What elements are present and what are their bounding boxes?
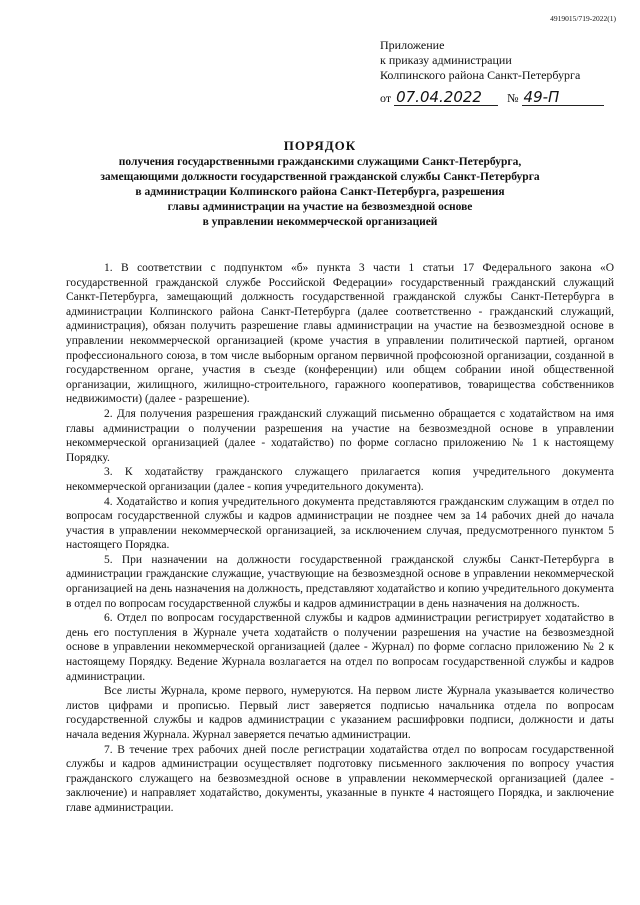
- number-prefix: №: [507, 91, 519, 105]
- paragraph-2: 2. Для получения разрешения гражданский служащий письменно обращается с ходатайством на имя главы администрации о получении разрешения на участие на безвозмездной основе в управлении некоммерческой организацией (далее - ходатайство) по форме согласно приложению № 1 к настоящему Порядку.: [66, 407, 614, 464]
- order-date: 07.04.2022: [394, 90, 498, 106]
- subtitle-line: главы администрации на участие на безвозмездной основе: [167, 201, 473, 213]
- annex-block: [380, 38, 580, 83]
- document-body: [66, 261, 614, 816]
- subtitle-line: в администрации Колпинского района Санкт-Петербурга, разрешения: [135, 186, 505, 198]
- subtitle-line: в управлении некоммерческой организацией: [202, 216, 438, 228]
- document-subtitle: [60, 155, 580, 230]
- annex-line: Колпинского района Санкт-Петербурга: [380, 68, 581, 82]
- order-number: 49-П: [522, 90, 604, 106]
- document-title: ПОРЯДОК: [283, 138, 357, 153]
- paragraph-4: 4. Ходатайство и копия учредительного документа представляются гражданским служащим в отдел по вопросам государственной службы и кадров администрации не позднее чем за 14 рабочих дней до начала участия в управлении некоммерческой организацией, за исключением случая, предусмотренного пунктом 5 настоящего Порядка.: [66, 495, 614, 552]
- paragraph-3: 3. К ходатайству гражданского служащего прилагается копия учредительного документа некоммерческой организации (далее - копия учредительного документа).: [66, 466, 614, 493]
- paragraph-5: 5. При назначении на должности государственной гражданской службы Санкт-Петербурга в администрации гражданские служащие, участвующие на безвозмездной основе в управлении некоммерческой организацией на день назначения на должность, представляют ходатайство и копию учредительного документа в отдел по вопросам государственной службы и кадров администрации в день назначения на должность.: [66, 553, 614, 610]
- subtitle-line: получения государственными гражданскими служащими Санкт-Петербурга,: [118, 156, 522, 168]
- document-id: 4919015/719-2022(1): [550, 14, 616, 23]
- annex-line: к приказу администрации: [380, 53, 512, 67]
- paragraph-7: 7. В течение трех рабочих дней после регистрации ходатайства отдел по вопросам государственной службы и кадров администрации осуществляет подготовку письменного заключения по вопросу участия гражданского служащего на безвозмездной основе в управлении некоммерческой организацией (далее - заключение) и направляет ходатайство, документы, указанные в пункте 4 настоящего Порядка, и заключение главе администрации.: [66, 743, 614, 814]
- paragraph-1: 1. В соответствии с подпунктом «б» пункта 3 части 1 статьи 17 Федерального закона «О государственной гражданской службе Российской Федерации» государственный гражданский служащий Санкт-Петербурга, замещающий должность государственной гражданской службы Санкт-Петербурга в администрации Колпинского района Санкт-Петербурга (далее соответственно - гражданский служащий, администрация), обязан получить разрешение главы администрации на участие на безвозмездной основе в управлении некоммерческой организацией (кроме участия в управлении политической партией, органом профессионального союза, в том числе выборным органом первичной профсоюзной организации, созданной в государственном органе, участия в съезде (конференции) или общем собрании иной общественной организации, жилищного, жилищно-строительного, гаражного кооперативов, товарищества собственников недвижимости) (далее - разрешение).: [66, 262, 614, 406]
- annex-line: Приложение: [380, 38, 445, 52]
- subtitle-line: замещающими должности государственной гражданской службы Санкт-Петербурга: [100, 171, 540, 183]
- paragraph-6-cont: Все листы Журнала, кроме первого, нумеруются. На первом листе Журнала указывается количество листов цифрами и прописью. Первый лист заверяется подписью начальника отдела по вопросам государственной службы и кадров администрации с указанием расшифровки подписи, должности и даты начала ведения Журнала. Журнал заверяется печатью администрации.: [66, 685, 614, 741]
- order-date-number: [380, 90, 604, 106]
- date-prefix: от: [380, 91, 392, 105]
- paragraph-6: 6. Отдел по вопросам государственной службы и кадров администрации регистрирует ходатайство в день его поступления в Журнале учета ходатайств о получении разрешения на участие на безвозмездной основе в управлении некоммерческой организацией (далее - Журнал) по форме согласно приложению № 2 к настоящему Порядку. Ведение Журнала возлагается на отдел по вопросам государственной службы и кадров администрации.: [66, 612, 614, 683]
